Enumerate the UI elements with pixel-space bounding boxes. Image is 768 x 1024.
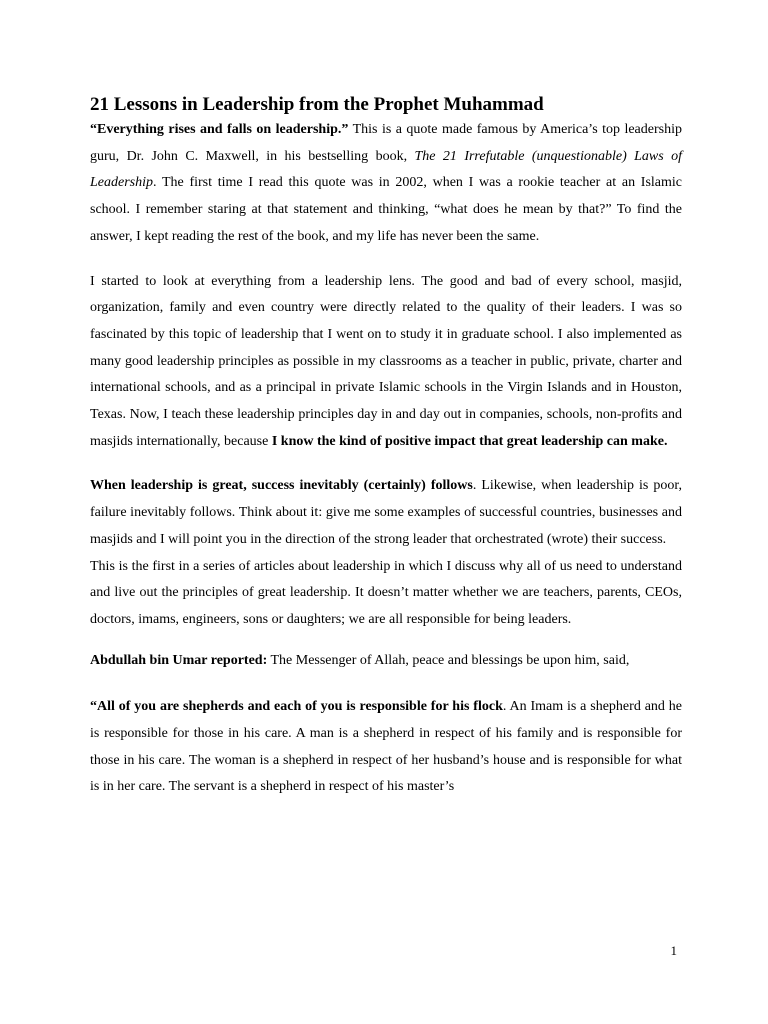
maxwell-quote: “Everything rises and falls on leadership.”	[90, 122, 349, 137]
document-title: 21 Lessons in Leadership from the Prophet Muhammad	[90, 94, 544, 115]
page-number: 1	[670, 943, 677, 958]
paragraph-series-intro	[90, 554, 682, 634]
paragraph-hadith-text	[90, 694, 682, 801]
paragraph-hadith-attribution	[90, 648, 682, 675]
paragraph-series-intro-text: This is the first in a series of articles about leadership in which I discuss why all of us need to understand and live out the principles of great leadership. It doesn’t matter whether we are teachers, parents, CEOs, doctors, imams, engineers, sons or daughters; we are all responsible for being leaders.	[90, 558, 682, 627]
paragraph-leadership-lens-bold: I know the kind of positive impact that great leadership can make.	[271, 433, 668, 449]
paragraph-intro	[90, 117, 682, 251]
paragraph-intro-text-b: . The first time I read this quote was in 2002, when I was a rookie teacher at an Islamic school. I remember staring at that statement and thinking, “what does he mean by that?” To find the answer, I kept reading the rest of the book, and my life has never been the same.	[90, 175, 682, 244]
paragraph-success-follows-text: . Likewise, when leadership is poor, failure inevitably follows. Think about it: give me some examples of successful countries, businesses and masjids and I will point you in the direction of the strong leader that orchestrated (wrote) their success.	[90, 478, 682, 547]
paragraph-leadership-lens	[90, 269, 682, 456]
hadith-quote-text: . An Imam is a shepherd and he is responsible for those in his care. A man is a shepherd in respect of his family and is responsible for those in his care. The woman is a shepherd in respect of her husband’s house and is responsible for what is in her care. The servant is a shepherd in respect of his master’s	[90, 699, 682, 795]
hadith-attribution-text: The Messenger of Allah, peace and blessings be upon him, said,	[267, 652, 630, 668]
paragraph-success-follows	[90, 473, 682, 553]
hadith-quote-bold: “All of you are shepherds and each of you is responsible for his flock	[90, 699, 503, 715]
paragraph-intro-text-a: This is a quote made famous by America’s top leadership guru, Dr. John C. Maxwell, in his bestselling book,	[90, 122, 682, 164]
book-title: The 21 Irrefutable (unquestionable) Laws of Leadership	[90, 148, 683, 191]
hadith-narrator: Abdullah bin Umar reported:	[90, 652, 268, 668]
paragraph-success-follows-bold: When leadership is great, success inevitably (certainly) follows	[90, 478, 473, 494]
paragraph-leadership-lens-text: I started to look at everything from a leadership lens. The good and bad of every school, masjid, organization, family and even country were directly related to the quality of their leaders. I was so fascinated by this topic of leadership that I went on to study it in graduate school. I also implemented as many good leadership principles as possible in my classrooms as a teacher in public, private, charter and international schools, and as a principal in private Islamic schools in the Virgin Islands and in Houston, Texas. Now, I teach these leadership principles day in and day out in companies, schools, non-profits and masjids internationally, because	[90, 273, 682, 449]
